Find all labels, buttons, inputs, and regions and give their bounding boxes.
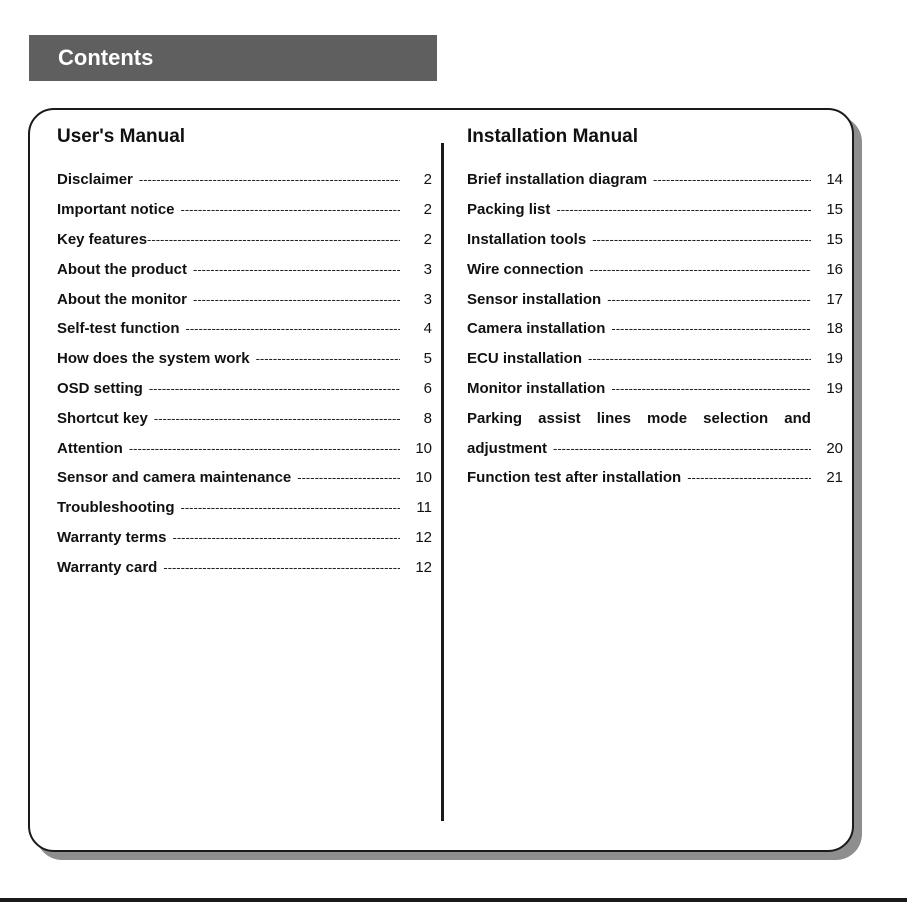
toc-leader [172,530,400,545]
toc-entry-label: How does the system work [57,350,250,368]
toc-leader [163,560,400,575]
toc-entry[interactable] [57,403,432,433]
toc-leader [193,292,400,307]
toc-entry-page: 2 [423,201,432,219]
users-manual-toc [57,165,432,582]
toc-entry-word: Parking [467,409,523,427]
installation-manual-toc [467,165,843,493]
toc-entry-page: 18 [826,320,843,338]
column-divider [441,143,444,821]
toc-entry-label: Disclaimer [57,171,133,189]
toc-entry-label: About the product [57,260,187,278]
toc-entry-label: ECU installation [467,350,583,368]
installation-manual-title: Installation Manual [467,126,639,147]
toc-entry-label: Sensor installation [467,290,602,308]
toc-entry-page: 8 [423,409,432,427]
toc-entry[interactable] [57,165,432,195]
toc-leader [181,202,400,217]
toc-entry-word: lines [596,409,631,427]
toc-leader [129,441,400,456]
toc-entry-page: 10 [415,469,432,487]
toc-entry-page: 4 [423,320,432,338]
toc-entry-label: Function test after installation [467,469,682,487]
toc-leader [653,172,811,187]
toc-entry-page: 20 [826,439,843,457]
toc-entry-page: 19 [826,350,843,368]
toc-leader [588,351,811,366]
toc-leader [181,500,401,515]
toc-entry-wrapped-line[interactable] [467,403,843,433]
toc-entry-label: Sensor and camera maintenance [57,469,292,487]
toc-entry[interactable] [467,165,843,195]
toc-entry-label: Packing list [467,201,551,219]
toc-entry-page: 17 [826,290,843,308]
contents-header-bar [29,35,437,81]
users-manual-column [57,124,432,576]
toc-entry-label: Brief installation diagram [467,171,648,189]
toc-entry-label: Camera installation [467,320,606,338]
toc-entry-page: 19 [826,379,843,397]
toc-entry-page: 10 [415,439,432,457]
toc-entry-page: 2 [423,171,432,189]
page-title: Contents [58,45,154,70]
toc-entry-page: 3 [423,260,432,278]
toc-entry[interactable] [467,284,843,314]
toc-entry-label: Monitor installation [467,379,606,397]
toc-entry-page: 16 [826,260,843,278]
toc-entry-page: 15 [826,230,843,248]
toc-entry-label: Warranty card [57,558,158,576]
users-manual-title: User's Manual [57,126,186,147]
toc-entry-label: Key features [57,230,148,248]
toc-leader [154,411,400,426]
toc-entry-page: 14 [826,171,843,189]
toc-entry[interactable] [57,552,432,582]
toc-entry[interactable] [57,433,432,463]
toc-leader [147,232,400,247]
toc-entry[interactable] [57,493,432,523]
installation-manual-column [467,124,843,487]
toc-entry-word: mode [647,409,688,427]
toc-leader [607,292,811,307]
toc-entry-page: 15 [826,201,843,219]
toc-entry-page: 3 [423,290,432,308]
toc-entry-word: and [784,409,811,427]
toc-entry-label: OSD setting [57,379,143,397]
toc-entry-page: 21 [826,469,843,487]
toc-entry-page: 5 [423,350,432,368]
toc-entry-label: adjustment [467,439,548,457]
toc-entry[interactable] [467,463,843,493]
toc-leader [592,232,811,247]
toc-entry[interactable] [57,225,432,255]
toc-entry-label: Self-test function [57,320,180,338]
toc-leader [193,262,400,277]
toc-entry-label: Shortcut key [57,409,148,427]
toc-leader [256,351,400,366]
toc-leader [556,202,811,217]
toc-entry[interactable] [57,314,432,344]
toc-entry[interactable] [467,314,843,344]
toc-entry[interactable] [467,225,843,255]
toc-entry-word: selection [703,409,769,427]
toc-entry[interactable] [57,523,432,553]
toc-entry-label: Important notice [57,201,175,219]
toc-entry[interactable] [57,463,432,493]
toc-entry-page: 6 [423,379,432,397]
toc-entry[interactable] [467,195,843,225]
toc-leader [186,321,401,336]
toc-entry[interactable] [57,374,432,404]
toc-entry-label: Installation tools [467,230,587,248]
bottom-rule [0,898,907,902]
toc-leader [611,381,811,396]
toc-leader [611,321,811,336]
toc-entry-page: 12 [415,528,432,546]
toc-leader [590,262,811,277]
toc-entry-label: Warranty terms [57,528,167,546]
toc-entry-page: 11 [416,499,432,517]
toc-entry[interactable] [467,254,843,284]
toc-entry[interactable] [467,374,843,404]
toc-entry[interactable] [57,344,432,374]
toc-entry-label: About the monitor [57,290,187,308]
toc-leader [139,172,400,187]
toc-leader [149,381,400,396]
toc-entry-label: Wire connection [467,260,584,278]
toc-entry[interactable] [57,284,432,314]
toc-entry-label: Attention [57,439,123,457]
toc-entry-page: 12 [415,558,432,576]
toc-leader [297,470,400,485]
toc-entry[interactable] [57,254,432,284]
toc-leader [687,470,811,485]
toc-entry-word: assist [538,409,581,427]
toc-entry[interactable] [57,195,432,225]
toc-entry[interactable] [467,433,843,463]
toc-entry-page: 2 [423,230,432,248]
toc-entry[interactable] [467,344,843,374]
toc-entry-label: Troubleshooting [57,499,175,517]
toc-leader [553,441,811,456]
